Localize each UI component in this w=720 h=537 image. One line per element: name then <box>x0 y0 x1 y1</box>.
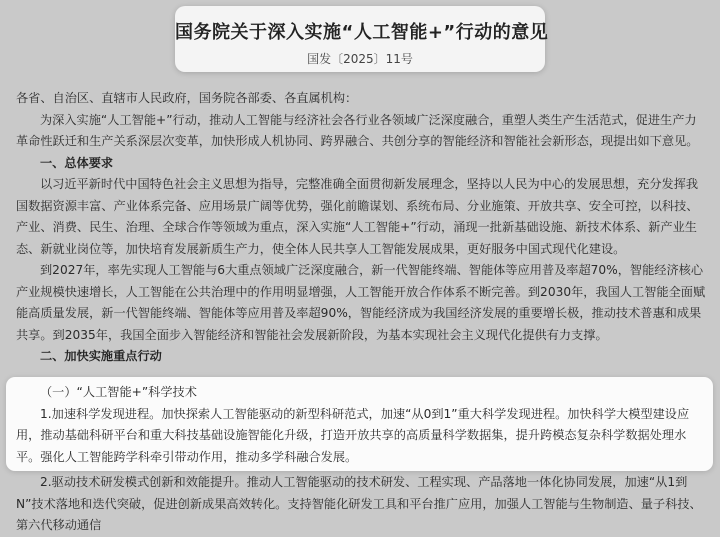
addressee: 各省、自治区、直辖市人民政府，国务院各部委、各直属机构： <box>16 91 358 105</box>
intro-paragraph: 为深入实施“人工智能+”行动，推动人工智能与经济社会各行业各领域广泛深度融合，重塑人类生产生活范式，促进生产力革命性跃迁和生产关系深层次变革，加快形成人机协同、跨界融合、共创分享的智能经济和智能社会新形态，现提出如下意见。 <box>16 112 699 148</box>
document-title: 国务院关于深入实施“人工智能+”行动的意见 <box>175 22 549 43</box>
continuation-text <box>16 472 708 537</box>
item-tech-rd-innovation: 2.驱动技术研发模式创新和效能提升。推动人工智能驱动的技术研发、工程实现、产品落地一体化协同发展，加速“从1到N”技术落地和迭代突破，促进创新成果高效转化。支持智能化研发工具和平台推广应用，加强人工智能与生物制造、量子科技、第六代移动通信 <box>16 475 702 532</box>
targets-paragraph: 到2027年，率先实现人工智能与6大重点领域广泛深度融合，新一代智能终端、智能体等应用普及率超70%，智能经济核心产业规模快速增长，人工智能在公共治理中的作用明显增强，人工智能开放合作体系不断完善。到2030年，我国人工智能全面赋能高质量发展，新一代智能终端、智能体等应用普及率超90%，智能经济成为我国经济发展的重要增长极，推动技术普惠和成果共享。到2035年，我国全面步入智能经济和智能社会发展新阶段，为基本实现社会主义现代化提供有力支撑。 <box>16 263 706 342</box>
title-card <box>175 6 549 72</box>
document-number: 国发〔2025〕11号 <box>307 52 413 66</box>
section-heading-general-requirements: 一、总体要求 <box>40 155 114 170</box>
document-body <box>16 88 708 368</box>
item-accelerate-scientific-discovery: 1.加速科学发现进程。加快探索人工智能驱动的新型科研范式，加速“从0到1”重大科学发现进程。加快科学大模型建设应用，推动基础科研平台和重大科技基础设施智能化升级，打造开放共享的高质量科学数据集，提升跨模态复杂科学数据处理水平。强化人工智能跨学科牵引带动作用，推动多学科融合发展。 <box>16 406 690 464</box>
subsection-heading-science-tech: （一）“人工智能+”科学技术 <box>40 385 197 399</box>
guiding-principles-paragraph: 以习近平新时代中国特色社会主义思想为指导，完整准确全面贯彻新发展理念，坚持以人民为中心的发展思想，充分发挥我国数据资源丰富、产业体系完备、应用场景广阔等优势，强化前瞻谋划、系统布局、分业施策、开放共享、安全可控，以科技、产业、消费、民生、治理、全球合作等领域为重点，深入实施“人工智能+”行动，涌现一批新基础设施、新技术体系、新产业生态、新就业岗位等，加快培育发展新质生产力，使全体人民共享人工智能发展成果，更好服务中国式现代化建设。 <box>16 177 699 256</box>
highlight-card <box>6 377 713 471</box>
section-heading-key-actions: 二、加快实施重点行动 <box>40 349 162 363</box>
